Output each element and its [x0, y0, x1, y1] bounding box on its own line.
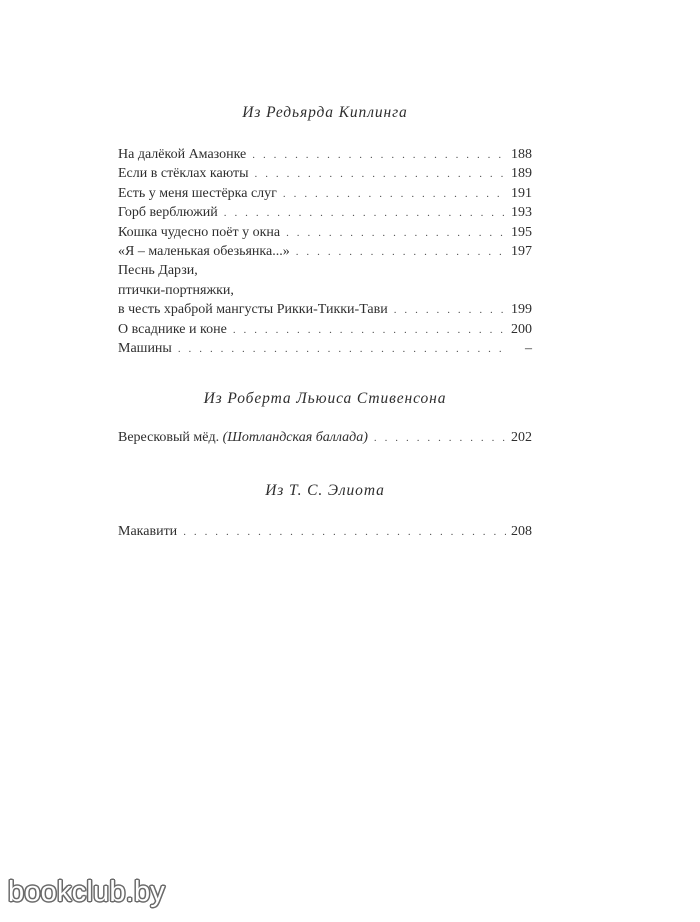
dot-leader — [224, 204, 506, 223]
section-title-kipling: Из Редьярда Киплинга — [242, 104, 408, 121]
entry-title: Машины — [118, 340, 172, 356]
toc-entry[interactable] — [118, 203, 532, 222]
entry-title: Макавити — [118, 524, 178, 539]
entry-subtitle: (Шотландская баллада) — [222, 430, 368, 445]
entry-page: 188 — [511, 147, 532, 162]
entry-title: Кошка чудесно поёт у окна — [118, 224, 281, 240]
dot-leader — [283, 185, 506, 204]
entry-page: 193 — [511, 205, 532, 221]
dot-leader — [252, 146, 506, 165]
entry-title-line: Песнь Дарзи, — [118, 263, 198, 279]
entry-page: 191 — [511, 185, 532, 201]
entry-page: 200 — [511, 321, 532, 337]
entry-title: На далёкой Амазонке — [118, 147, 247, 162]
toc-entry-multiline[interactable] — [118, 261, 532, 319]
entry-page: 208 — [511, 524, 532, 539]
dot-leader — [286, 224, 506, 243]
section-title-stevenson: Из Роберта Льюиса Стивенсона — [203, 390, 447, 407]
watermark-logo: bookclub.by — [8, 876, 165, 908]
entry-title-line: птички-портняжки, — [118, 282, 234, 298]
entry-page: 189 — [511, 166, 532, 182]
entry-title: О всаднике и коне — [118, 321, 227, 337]
entry-title: «Я – маленькая обезьянка...» — [118, 243, 290, 259]
dot-leader — [374, 429, 506, 448]
toc-entry[interactable] — [118, 164, 532, 183]
entry-page: 199 — [511, 302, 532, 318]
toc-entry[interactable] — [118, 320, 532, 339]
section-title-eliot: Из Т. С. Элиота — [265, 482, 385, 499]
entry-title: в честь храброй мангусты Рикки-Тикки-Тави — [118, 302, 388, 318]
toc-list-kipling — [118, 145, 532, 358]
dot-leader — [183, 523, 506, 542]
entry-page: – — [525, 340, 532, 356]
dot-leader — [255, 165, 506, 184]
entry-title: Есть у меня шестёрка слуг — [118, 185, 277, 201]
dot-leader — [233, 321, 506, 340]
entry-title: Вересковый мёд. (Шотландская баллада) — [118, 430, 368, 445]
toc-entry[interactable] — [118, 145, 532, 164]
toc-list-stevenson — [118, 428, 532, 447]
toc-list-eliot — [118, 522, 532, 541]
dot-leader — [296, 243, 506, 262]
toc-entry[interactable] — [118, 223, 532, 242]
dot-leader — [178, 340, 506, 359]
entry-page: 197 — [511, 243, 532, 259]
toc-entry[interactable] — [118, 242, 532, 261]
toc-entry[interactable] — [118, 428, 532, 447]
entry-title: Горб верблюжий — [118, 205, 218, 221]
entry-page: 195 — [511, 224, 532, 240]
entry-page: 202 — [511, 430, 532, 445]
entry-title: Если в стёклах каюты — [118, 166, 249, 182]
dot-leader — [394, 301, 506, 320]
toc-entry[interactable] — [118, 339, 532, 358]
toc-entry[interactable] — [118, 184, 532, 203]
toc-entry[interactable] — [118, 522, 532, 541]
